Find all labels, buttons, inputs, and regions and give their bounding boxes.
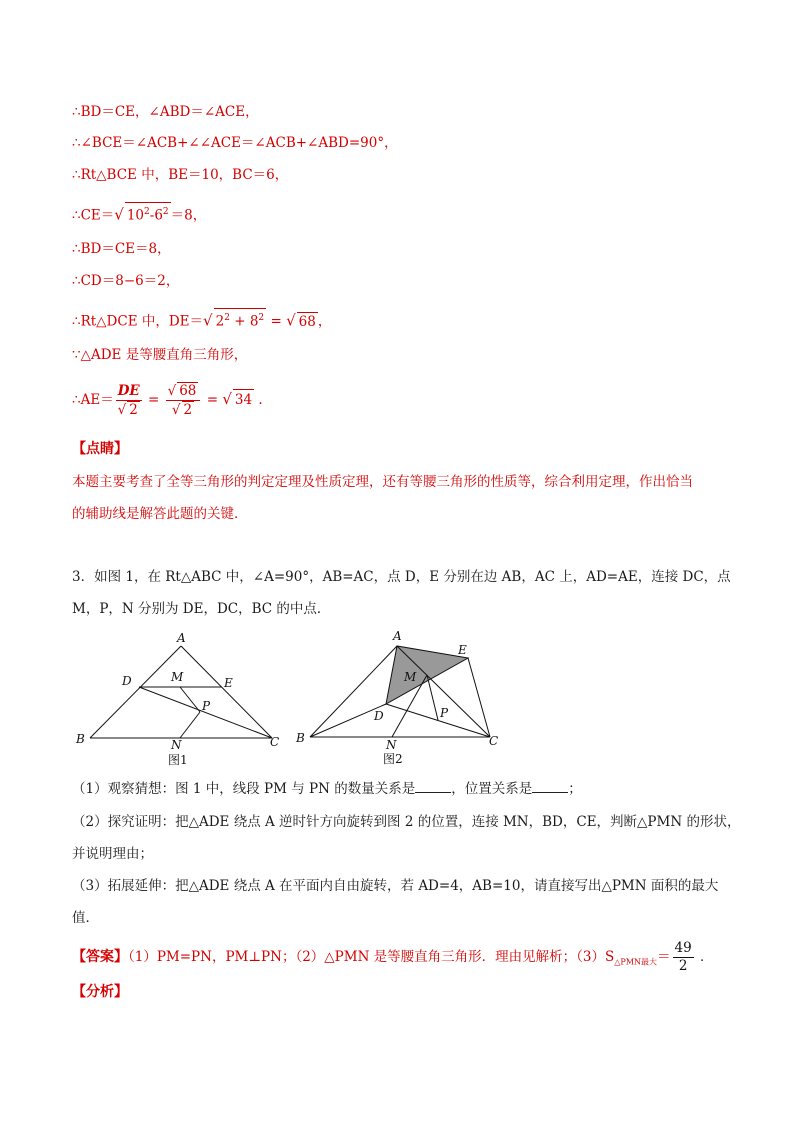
figure-2-caption: 图2 — [383, 752, 403, 766]
radicand — [214, 308, 267, 331]
radicand: 68 — [298, 313, 316, 330]
answer-numerator: 49 — [674, 940, 692, 956]
segment-ab — [310, 646, 397, 737]
solution-line-8: ∵△ADE 是等腰直角三角形， — [72, 347, 248, 363]
answer-fraction — [673, 940, 694, 975]
segment-pm — [180, 687, 200, 712]
answer-end: ． — [695, 949, 714, 965]
sqrt-sign: √ — [203, 311, 213, 330]
answer-heading: 【答案】 — [72, 949, 128, 965]
label-b: B — [296, 731, 305, 745]
label-c: C — [270, 735, 280, 749]
solution-line-9 — [72, 382, 263, 419]
exp-a: 2 — [224, 313, 230, 323]
text: ＝8， — [170, 207, 207, 224]
figure-1-caption: 图1 — [168, 753, 188, 767]
sqrt-sign: √ — [117, 401, 127, 418]
denominator — [116, 401, 142, 419]
answer-body: （1）PM=PN，PM⊥PN；（2）△PMN 是等腰直角三角形．理由见解析；（3）S — [128, 949, 615, 965]
base-b: -6 — [149, 207, 163, 224]
fraction-1 — [116, 383, 142, 419]
text: . — [254, 392, 263, 408]
radicand — [125, 202, 171, 225]
text: ， — [317, 313, 332, 330]
sqrt-sign: √ — [171, 402, 181, 418]
segment-ac — [181, 646, 272, 738]
label-n: N — [171, 738, 182, 752]
exp-b: 2 — [258, 313, 265, 323]
solution-line-5: ∴BD＝CE＝8， — [72, 241, 171, 257]
radicand: 68 — [179, 383, 197, 399]
radicand: 2 — [129, 401, 138, 418]
question-3-line-1: （3）拓展延伸：把△ADE 绕点 A 在平面内自由旋转，若 AD=4，AB=10，请直接写出△PMN 面积的最大 — [72, 878, 719, 894]
solution-line-4 — [72, 202, 206, 225]
label-e: E — [458, 643, 467, 657]
comment-line-2: 的辅助线是解答此题的关键． — [72, 506, 248, 522]
answer-denominator: 2 — [678, 958, 688, 974]
text: ∴CE＝ — [72, 207, 115, 224]
answer-blank-2[interactable] — [532, 792, 568, 793]
sqrt-sign: √ — [222, 390, 232, 408]
base-a: 2 — [215, 313, 225, 330]
question-1-text-b: ，位置关系是 — [451, 781, 533, 797]
equals: = — [202, 392, 223, 408]
sqrt-sign: √ — [114, 205, 124, 224]
question-1 — [72, 780, 582, 798]
solution-line-2: ∴∠BCE＝∠ACB+∠∠ACE＝∠ACB+∠ABD=90°， — [72, 135, 398, 151]
answer-equals: ＝ — [657, 949, 671, 965]
text: ∴AE＝ — [72, 392, 114, 408]
label-a: A — [393, 629, 402, 643]
segment-ab — [90, 646, 181, 738]
question-1-text-c: ； — [568, 781, 582, 797]
question-3-line-2: 值． — [72, 910, 99, 926]
solution-line-6: ∴CD＝8−6＝2， — [72, 273, 180, 289]
figure-2 — [294, 624, 509, 769]
segment-pn — [180, 712, 200, 738]
label-p: P — [202, 699, 211, 713]
label-d: D — [122, 674, 132, 688]
label-c: C — [489, 734, 499, 748]
label-n: N — [386, 738, 397, 752]
radicand: 34 — [233, 389, 254, 410]
exp-a: 2 — [144, 207, 150, 217]
exp-b: 2 — [162, 207, 169, 217]
sqrt-sign: √ — [167, 383, 177, 399]
radicand: 2 — [183, 402, 193, 418]
base-a: 10 — [126, 207, 145, 224]
label-p: P — [440, 706, 449, 720]
label-m: M — [171, 670, 184, 684]
answer-line — [72, 940, 714, 975]
figure-1 — [72, 628, 287, 768]
equals: = — [143, 392, 164, 408]
comment-heading: 【点睛】 — [72, 441, 128, 457]
question-1-text-a: （1）观察猜想：图 1 中，线段 PM 与 PN 的数量关系是 — [72, 781, 416, 797]
segment-ec — [468, 658, 490, 737]
solution-line-3: ∴Rt△BCE 中，BE＝10，BC＝6， — [72, 167, 289, 183]
text: ∴Rt△DCE 中，DE＝ — [72, 313, 204, 330]
plus-term: + 8 — [229, 313, 259, 330]
segment-mp — [427, 675, 438, 720]
solution-line-7 — [72, 308, 331, 331]
label-m: M — [404, 670, 417, 684]
equals: = — [266, 313, 287, 330]
fraction-2 — [166, 382, 201, 419]
problem-line-2: M，P，N 分别为 DE，DC，BC 的中点． — [72, 601, 331, 617]
label-d: D — [374, 709, 384, 723]
sqrt-sign: √ — [286, 311, 296, 330]
label-e: E — [224, 676, 233, 690]
numerator — [166, 382, 201, 401]
analysis-heading: 【分析】 — [72, 984, 128, 1000]
label-a: A — [177, 631, 186, 645]
numerator: DE — [117, 382, 140, 399]
denominator — [166, 401, 201, 419]
answer-blank-1[interactable] — [415, 792, 451, 793]
comment-line-1: 本题主要考查了全等三角形的判定定理及性质定理，还有等腰三角形的性质等，综合利用定理，作出恰当 — [72, 474, 693, 490]
answer-subscript: △PMN最大 — [614, 957, 658, 967]
problem-line-1: 3．如图 1，在 Rt△ABC 中，∠A=90°，AB=AC，点 D，E 分别在边 AB，AC 上，AD=AE，连接 DC，点 — [72, 569, 731, 585]
label-b: B — [76, 732, 85, 746]
solution-line-1: ∴BD＝CE，∠ABD＝∠ACE， — [72, 104, 259, 120]
question-2-line-2: 并说明理由； — [72, 846, 153, 862]
question-2-line-1: （2）探究证明：把△ADE 绕点 A 逆时针方向旋转到图 2 的位置，连接 MN，BD，CE，判断△PMN 的形状， — [72, 814, 741, 830]
